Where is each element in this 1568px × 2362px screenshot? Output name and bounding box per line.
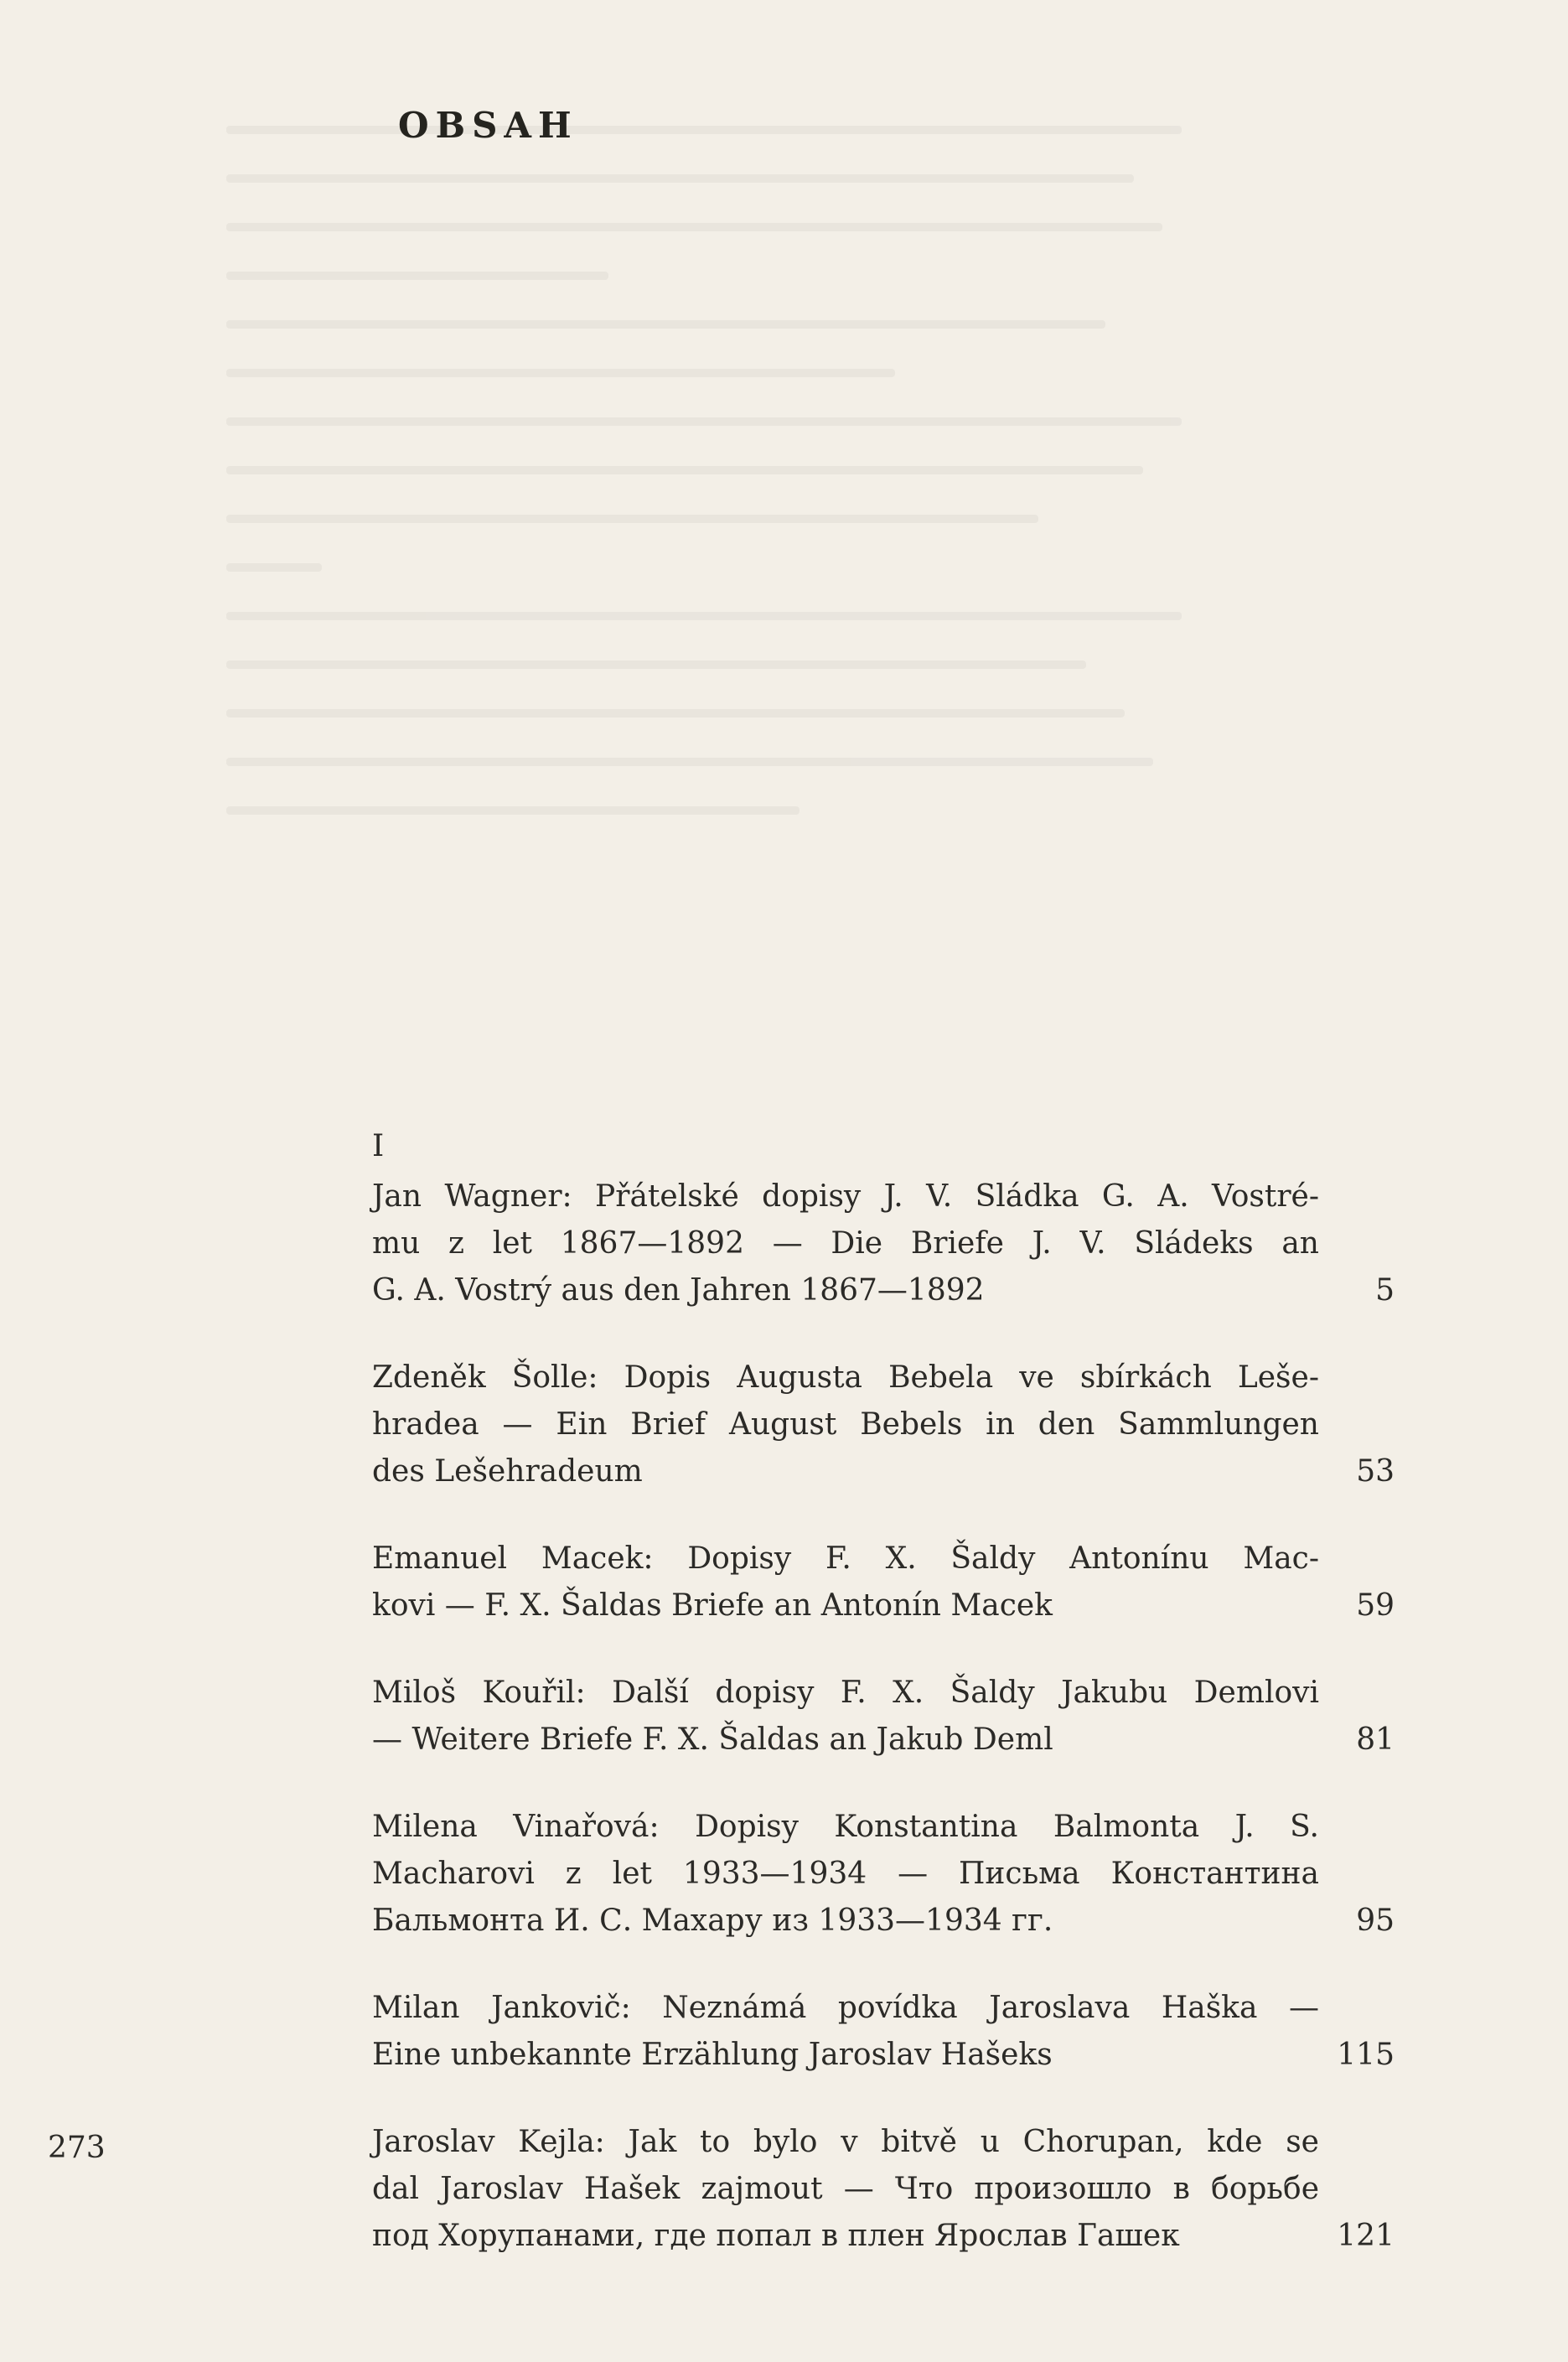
- toc-entry-line: Jan Wagner: Přátelské dopisy J. V. Sládka G. A. Vostré-: [372, 1179, 1319, 1214]
- toc-entry-title: [372, 1173, 1319, 1314]
- toc-entry-line: под Хорупанами, где попал в плен Ярослав Гашек: [372, 2219, 1180, 2253]
- toc-entry-line: Macharovi z let 1933—1934 — Письма Константина: [372, 1857, 1319, 1891]
- toc-entry[interactable]: [372, 1804, 1395, 1945]
- toc-entry-line: G. A. Vostrý aus den Jahren 1867—1892: [372, 1273, 985, 1308]
- toc-entry-title: [372, 1536, 1319, 1629]
- toc-entry-line: dal Jaroslav Hašek zajmout — Что произошло в борьбе: [372, 2172, 1319, 2206]
- toc-entry-page-number: 53: [1356, 1454, 1395, 1489]
- toc-entry-title: [372, 1804, 1319, 1945]
- toc-entry-title: [372, 2119, 1319, 2260]
- toc-entry-line: Miloš Kouřil: Další dopisy F. X. Šaldy Jakubu Demlovi: [372, 1676, 1319, 1710]
- page-title: OBSAH: [398, 105, 578, 146]
- toc-entry-line: kovi — F. X. Šaldas Briefe an Antonín Macek: [372, 1588, 1053, 1623]
- toc-entry-line: Бальмонта И. С. Махару из 1933—1934 гг.: [372, 1904, 1053, 1938]
- toc-entry-line: — Weitere Briefe F. X. Šaldas an Jakub Deml: [372, 1722, 1053, 1757]
- bleed-through-background: [226, 126, 1182, 964]
- table-of-contents: [372, 1173, 1395, 2300]
- toc-entry-line: des Lešehradeum: [372, 1454, 643, 1489]
- toc-entry-page-number: 5: [1375, 1273, 1395, 1308]
- toc-entry-line: mu z let 1867—1892 — Die Briefe J. V. Sládeks an: [372, 1226, 1319, 1261]
- toc-entry-line: Milena Vinařová: Dopisy Konstantina Balmonta J. S.: [372, 1810, 1319, 1844]
- toc-entry-line: hradea — Ein Brief August Bebels in den Sammlungen: [372, 1407, 1319, 1442]
- page-number: 273: [48, 2131, 106, 2165]
- toc-entry-page-number: 95: [1356, 1904, 1395, 1938]
- toc-entry-page-number: 121: [1337, 2219, 1395, 2253]
- toc-entry-line: Eine unbekannte Erzählung Jaroslav Hašeks: [372, 2038, 1053, 2072]
- toc-entry-line: Zdeněk Šolle: Dopis Augusta Bebela ve sbírkách Leše-: [372, 1360, 1319, 1395]
- section-label: I: [372, 1129, 385, 1163]
- toc-entry[interactable]: [372, 1536, 1395, 1629]
- toc-entry-title: [372, 1985, 1319, 2079]
- toc-entry-line: Jaroslav Kejla: Jak to bylo v bitvě u Chorupan, kde se: [372, 2125, 1319, 2159]
- toc-entry[interactable]: [372, 2119, 1395, 2260]
- toc-entry-line: Emanuel Macek: Dopisy F. X. Šaldy Antonínu Mac-: [372, 1541, 1319, 1576]
- toc-entry[interactable]: [372, 1985, 1395, 2079]
- toc-entry-line: Milan Jankovič: Neznámá povídka Jaroslava Haška —: [372, 1991, 1319, 2025]
- toc-entry-title: [372, 1355, 1319, 1495]
- toc-entry-page-number: 81: [1356, 1722, 1395, 1757]
- toc-entry[interactable]: [372, 1355, 1395, 1495]
- toc-entry[interactable]: [372, 1173, 1395, 1314]
- toc-entry-title: [372, 1670, 1319, 1764]
- toc-entry-page-number: 59: [1356, 1588, 1395, 1623]
- toc-entry-page-number: 115: [1337, 2038, 1395, 2072]
- toc-entry[interactable]: [372, 1670, 1395, 1764]
